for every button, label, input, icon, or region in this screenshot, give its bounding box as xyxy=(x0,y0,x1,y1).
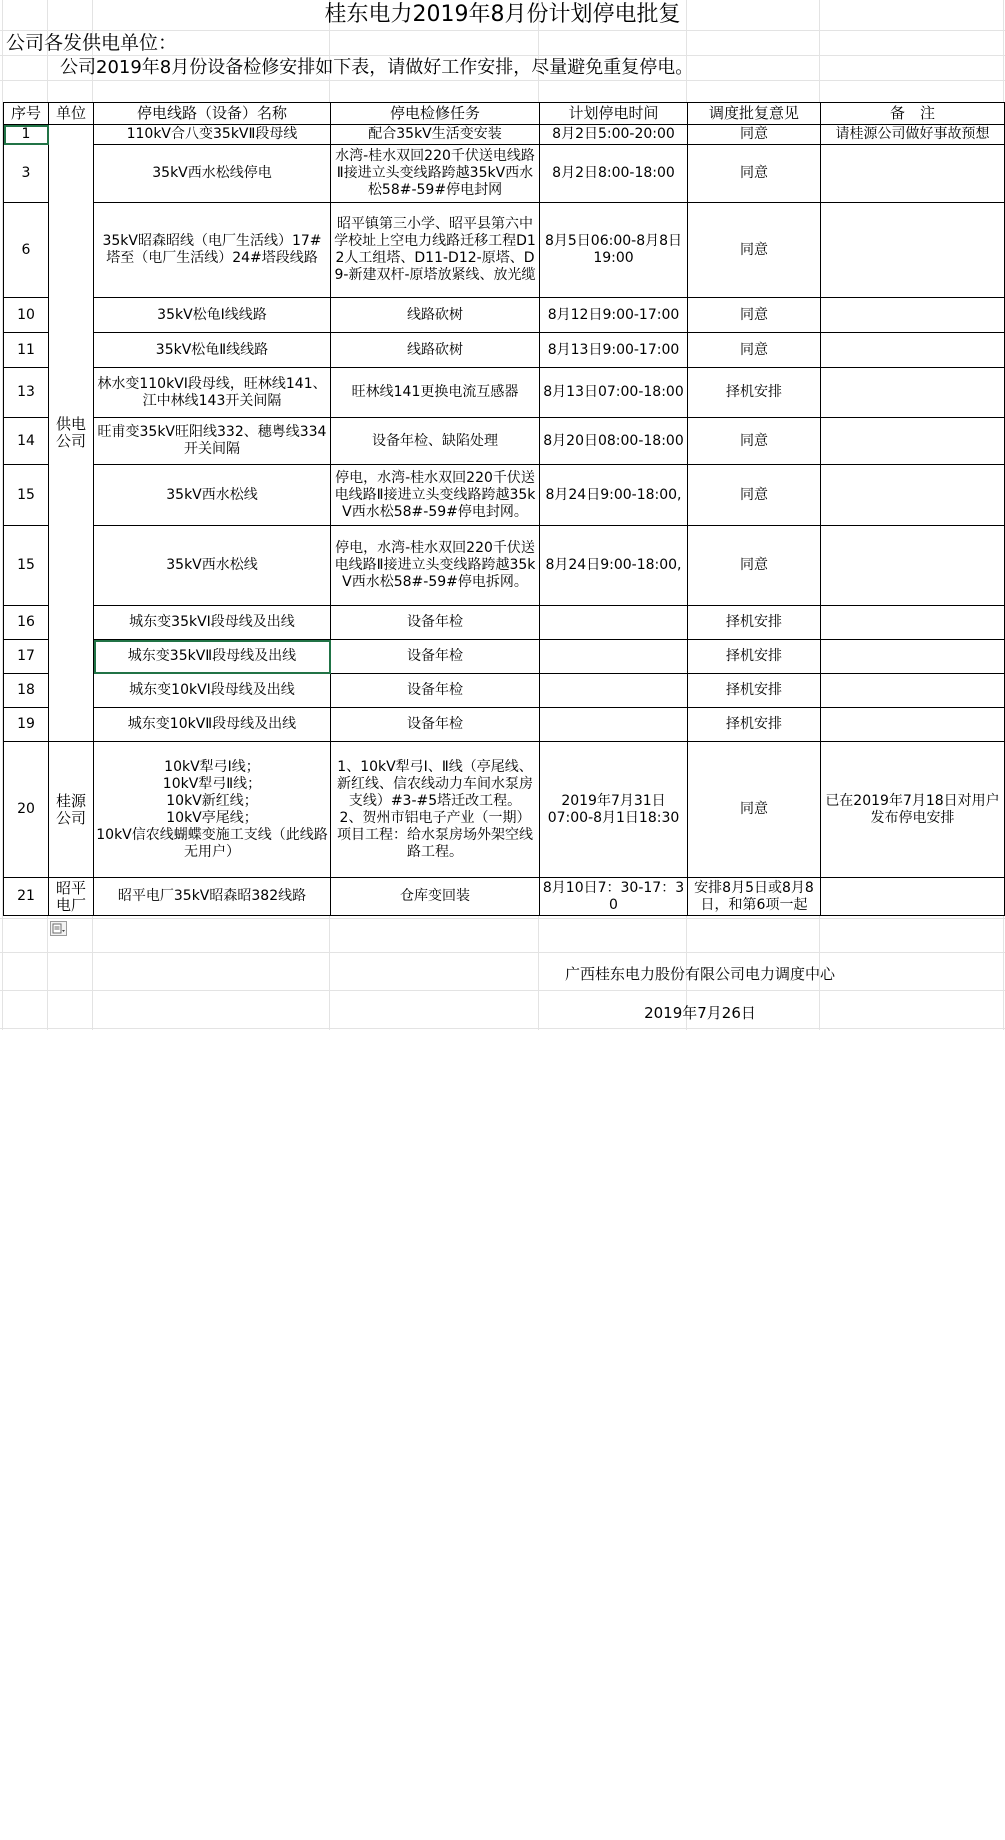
cell-task[interactable]: 线路砍树 xyxy=(331,333,540,368)
table-row xyxy=(4,125,1005,145)
cell-no[interactable]: 1 xyxy=(4,125,49,145)
cell-opinion[interactable]: 择机安排 xyxy=(688,640,821,674)
table-row xyxy=(4,465,1005,526)
cell-line[interactable]: 城东变10kVⅠ段母线及出线 xyxy=(94,674,331,708)
cell-opinion[interactable]: 同意 xyxy=(688,125,821,145)
header-no[interactable]: 序号 xyxy=(4,103,49,125)
cell-time[interactable]: 8月2日5:00-20:00 xyxy=(540,125,688,145)
cell-line[interactable]: 城东变10kVⅡ段母线及出线 xyxy=(94,708,331,742)
cell-no[interactable]: 18 xyxy=(4,674,49,708)
cell-line[interactable]: 旺甫变35kV旺阳线332、穗粤线334开关间隔 xyxy=(94,418,331,465)
header-task[interactable]: 停电检修任务 xyxy=(331,103,540,125)
cell-line[interactable]: 林水变110kVⅠ段母线，旺林线141、江中林线143开关间隔 xyxy=(94,368,331,418)
grid-line xyxy=(0,990,1005,991)
table-row xyxy=(4,418,1005,465)
grid-line xyxy=(0,952,1005,953)
cell-note[interactable] xyxy=(821,708,1005,742)
cell-note[interactable] xyxy=(821,145,1005,203)
cell-task[interactable]: 水湾-桂水双回220千伏送电线路Ⅱ接进立头变线路跨越35kV西水松58#-59#停电封网 xyxy=(331,145,540,203)
document-title: 桂东电力2019年8月份计划停电批复 xyxy=(324,2,681,27)
cell-time[interactable] xyxy=(540,606,688,640)
table-row xyxy=(4,368,1005,418)
cell-time[interactable]: 8月5日06:00-8月8日19:00 xyxy=(540,203,688,298)
table-row xyxy=(4,203,1005,298)
footer-date: 2019年7月26日 xyxy=(644,1004,756,1022)
paste-options-icon[interactable] xyxy=(50,921,67,936)
cell-task[interactable]: 停电，水湾-桂水双回220千伏送电线路Ⅱ接进立头变线路跨越35kV西水松58#-59#停电拆网。 xyxy=(331,526,540,606)
cell-line[interactable]: 10kV犁弓Ⅰ线； 10kV犁弓Ⅱ线； 10kV新红线； 10kV亭尾线； 10kV信农线蝴蝶变施工支线（此线路无用户） xyxy=(94,742,331,878)
cell-opinion[interactable]: 同意 xyxy=(688,333,821,368)
cell-line-selected[interactable]: 城东变35kVⅡ段母线及出线 xyxy=(94,640,331,674)
cell-note[interactable]: 已在2019年7月18日对用户发布停电安排 xyxy=(821,742,1005,878)
cell-time[interactable]: 8月24日9:00-18:00, xyxy=(540,465,688,526)
greeting-text: 公司各发供电单位： xyxy=(6,32,178,54)
cell-time[interactable]: 8月13日9:00-17:00 xyxy=(540,333,688,368)
cell-line[interactable]: 城东变35kVⅠ段母线及出线 xyxy=(94,606,331,640)
intro-text: 公司2019年8月份设备检修安排如下表，请做好工作安排，尽量避免重复停电。 xyxy=(60,57,694,78)
cell-opinion[interactable]: 择机安排 xyxy=(688,368,821,418)
table-row xyxy=(4,333,1005,368)
outage-plan-table xyxy=(3,102,1005,916)
cell-line[interactable]: 35kV西水松线停电 xyxy=(94,145,331,203)
cell-time[interactable] xyxy=(540,708,688,742)
cell-task[interactable]: 设备年检 xyxy=(331,640,540,674)
cell-time[interactable] xyxy=(540,674,688,708)
cell-task[interactable]: 设备年检 xyxy=(331,708,540,742)
cell-task[interactable]: 设备年检、缺陷处理 xyxy=(331,418,540,465)
cell-note[interactable] xyxy=(821,674,1005,708)
cell-line[interactable]: 35kV松龟Ⅰ线线路 xyxy=(94,298,331,333)
cell-time[interactable]: 8月20日08:00-18:00 xyxy=(540,418,688,465)
cell-time[interactable]: 8月12日9:00-17:00 xyxy=(540,298,688,333)
cell-time[interactable]: 2019年7月31日 07:00-8月1日18:30 xyxy=(540,742,688,878)
cell-line[interactable]: 35kV西水松线 xyxy=(94,526,331,606)
cell-unit[interactable]: 桂源 公司 xyxy=(49,742,94,878)
cell-no[interactable]: 3 xyxy=(4,145,49,203)
cell-opinion[interactable]: 同意 xyxy=(688,465,821,526)
cell-no[interactable]: 13 xyxy=(4,368,49,418)
header-unit[interactable]: 单位 xyxy=(49,103,94,125)
cell-note[interactable] xyxy=(821,878,1005,916)
cell-task[interactable]: 设备年检 xyxy=(331,606,540,640)
cell-opinion[interactable]: 同意 xyxy=(688,526,821,606)
cell-task[interactable]: 旺林线141更换电流互感器 xyxy=(331,368,540,418)
cell-opinion[interactable]: 同意 xyxy=(688,742,821,878)
cell-no[interactable]: 16 xyxy=(4,606,49,640)
cell-line[interactable]: 35kV松龟Ⅱ线线路 xyxy=(94,333,331,368)
grid-line xyxy=(0,918,1005,919)
grid-line xyxy=(0,80,1005,81)
header-note[interactable]: 备 注 xyxy=(821,103,1005,125)
cell-task[interactable]: 仓库变回装 xyxy=(331,878,540,916)
cell-note[interactable] xyxy=(821,465,1005,526)
table-row xyxy=(4,526,1005,606)
cell-opinion[interactable]: 择机安排 xyxy=(688,606,821,640)
cell-task[interactable]: 昭平镇第三小学、昭平县第六中学校址上空电力线路迁移工程D12人工组塔、D11-D12-原塔、D9-新建双杆-原塔放紧线、放光缆 xyxy=(331,203,540,298)
header-opinion[interactable]: 调度批复意见 xyxy=(688,103,821,125)
table-row xyxy=(4,708,1005,742)
cell-no[interactable]: 11 xyxy=(4,333,49,368)
cell-note[interactable] xyxy=(821,640,1005,674)
cell-opinion[interactable]: 同意 xyxy=(688,418,821,465)
cell-no[interactable]: 10 xyxy=(4,298,49,333)
header-line[interactable]: 停电线路（设备）名称 xyxy=(94,103,331,125)
cell-no[interactable]: 19 xyxy=(4,708,49,742)
cell-line[interactable]: 35kV西水松线 xyxy=(94,465,331,526)
cell-time[interactable]: 8月24日9:00-18:00, xyxy=(540,526,688,606)
table-row xyxy=(4,298,1005,333)
cell-time[interactable]: 8月10日7：30-17：30 xyxy=(540,878,688,916)
table-row xyxy=(4,145,1005,203)
table-row xyxy=(4,878,1005,916)
cell-task[interactable]: 设备年检 xyxy=(331,674,540,708)
cell-note[interactable]: 请桂源公司做好事故预想 xyxy=(821,125,1005,145)
cell-task[interactable]: 1、10kV犁弓Ⅰ、Ⅱ线（亭尾线、新红线、信农线动力车间水泵房支线）#3-#5塔迁改工程。 2、贺州市铝电子产业（一期）项目工程：给水泵房场外架空线路工程。 xyxy=(331,742,540,878)
cell-no[interactable]: 21 xyxy=(4,878,49,916)
cell-opinion[interactable]: 同意 xyxy=(688,145,821,203)
footer-organization: 广西桂东电力股份有限公司电力调度中心 xyxy=(564,965,835,983)
cell-note[interactable] xyxy=(821,606,1005,640)
cell-opinion[interactable]: 同意 xyxy=(688,298,821,333)
cell-no[interactable]: 14 xyxy=(4,418,49,465)
grid-line xyxy=(0,1028,1005,1029)
cell-note[interactable] xyxy=(821,333,1005,368)
cell-note[interactable] xyxy=(821,526,1005,606)
cell-time[interactable]: 8月2日8:00-18:00 xyxy=(540,145,688,203)
table-row xyxy=(4,674,1005,708)
table-row xyxy=(4,742,1005,878)
cell-note[interactable] xyxy=(821,368,1005,418)
cell-time[interactable] xyxy=(540,640,688,674)
cell-note[interactable] xyxy=(821,203,1005,298)
table-row xyxy=(4,606,1005,640)
cell-opinion[interactable]: 择机安排 xyxy=(688,674,821,708)
cell-line[interactable]: 110kV合八变35kVⅡ段母线 xyxy=(94,125,331,145)
cell-note[interactable] xyxy=(821,298,1005,333)
cell-time[interactable]: 8月13日07:00-18:00 xyxy=(540,368,688,418)
cell-line[interactable]: 昭平电厂35kV昭森昭382线路 xyxy=(94,878,331,916)
cell-opinion[interactable]: 择机安排 xyxy=(688,708,821,742)
cell-no[interactable]: 6 xyxy=(4,203,49,298)
cell-unit[interactable]: 昭平 电厂 xyxy=(49,878,94,916)
table-header-row xyxy=(4,103,1005,125)
cell-opinion[interactable]: 安排8月5日或8月8日，和第6项一起 xyxy=(688,878,821,916)
cell-opinion[interactable]: 同意 xyxy=(688,203,821,298)
cell-task[interactable]: 线路砍树 xyxy=(331,298,540,333)
cell-note[interactable] xyxy=(821,418,1005,465)
cell-task[interactable]: 配合35kV生活变安装 xyxy=(331,125,540,145)
cell-no[interactable]: 15 xyxy=(4,465,49,526)
table-row xyxy=(4,640,1005,674)
cell-task[interactable]: 停电，水湾-桂水双回220千伏送电线路Ⅱ接进立头变线路跨越35kV西水松58#-59#停电封网。 xyxy=(331,465,540,526)
cell-no[interactable]: 17 xyxy=(4,640,49,674)
cell-line[interactable]: 35kV昭森昭线（电厂生活线）17#塔至（电厂生活线）24#塔段线路 xyxy=(94,203,331,298)
cell-unit[interactable]: 供电 公司 xyxy=(49,125,94,742)
header-time[interactable]: 计划停电时间 xyxy=(540,103,688,125)
cell-no[interactable]: 20 xyxy=(4,742,49,878)
cell-no[interactable]: 15 xyxy=(4,526,49,606)
